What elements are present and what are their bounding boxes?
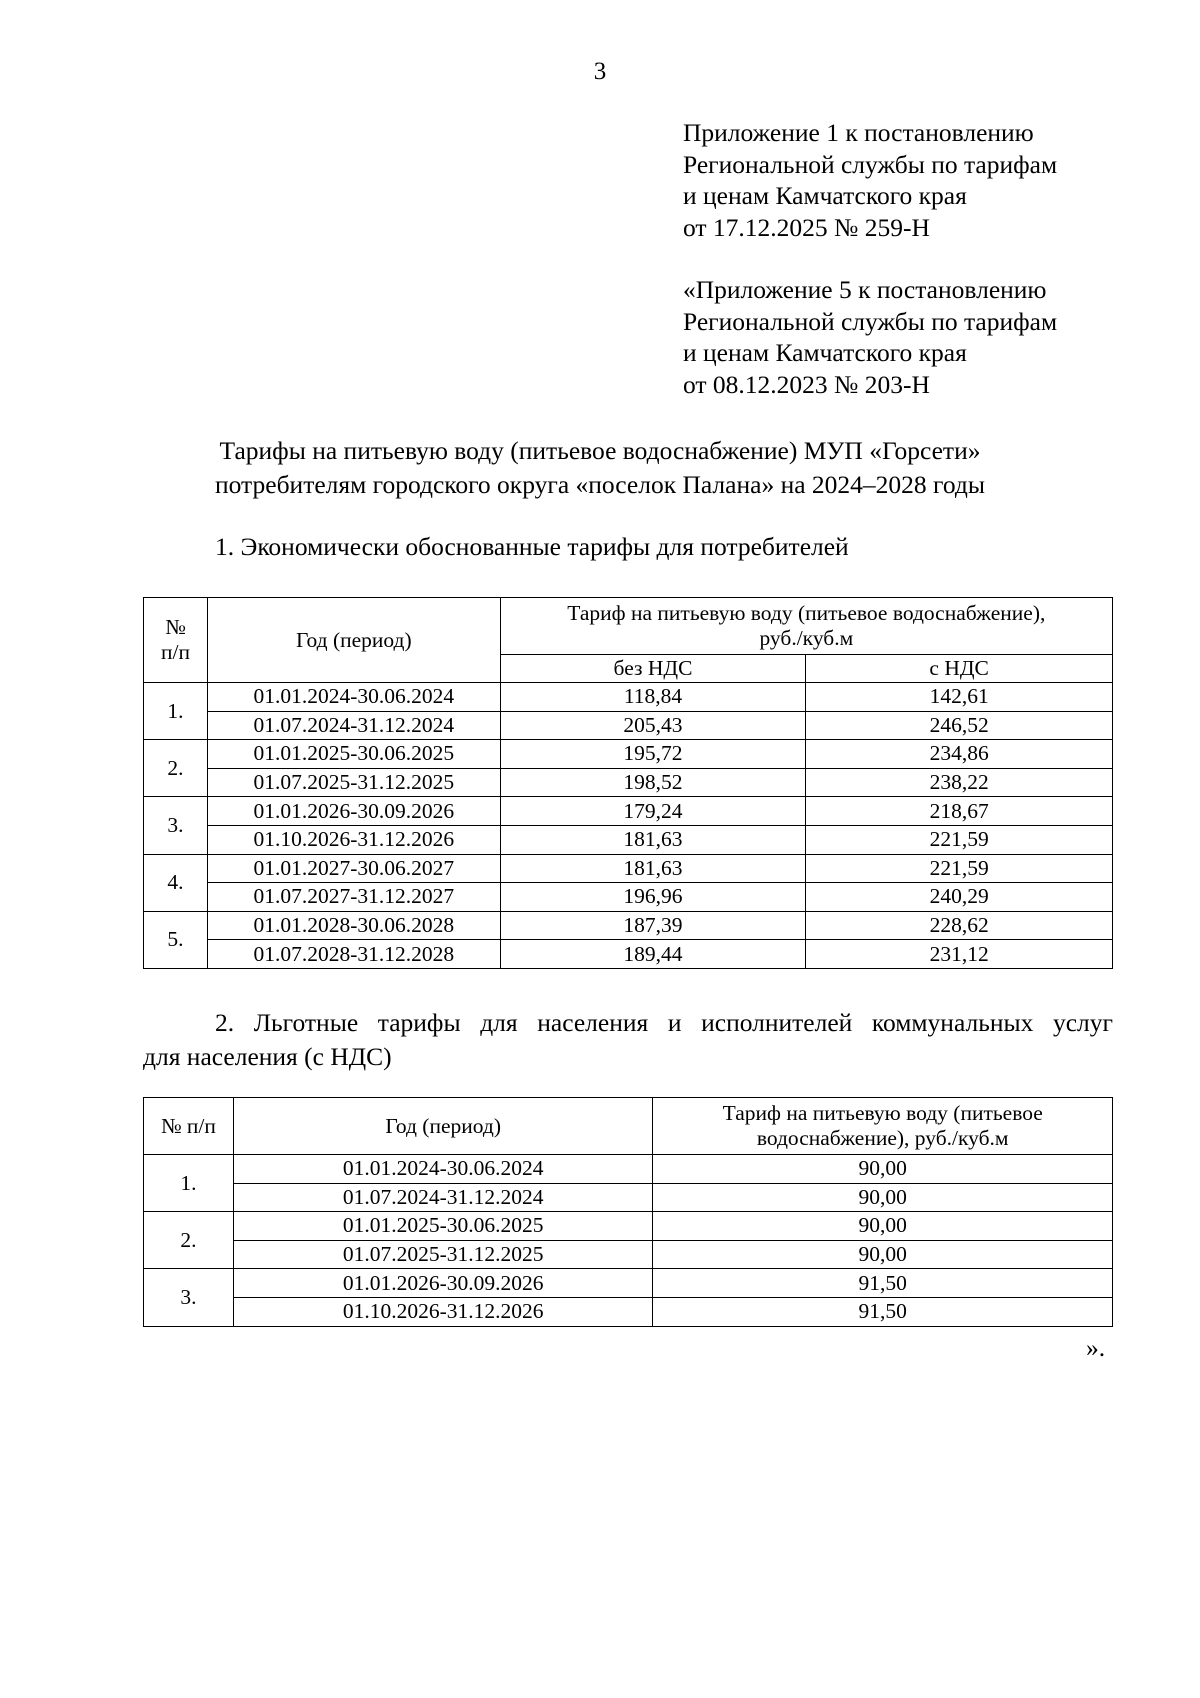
period-cell: 01.01.2027-30.06.2027 xyxy=(207,854,500,883)
document-title xyxy=(0,434,1200,502)
tariff-without-vat-cell: 189,44 xyxy=(500,940,806,969)
row-number: 5. xyxy=(144,911,208,968)
table-row xyxy=(144,1183,1113,1212)
section-2-heading-line: 2. Льготные тарифы для населения и исполнителей коммунальных услуг xyxy=(215,1008,1113,1037)
table-row xyxy=(144,911,1113,940)
document-title-line: потребителям городского округа «поселок Палана» на 2024–2028 годы xyxy=(215,470,985,499)
appendix-1-line: и ценам Камчатского края xyxy=(683,181,967,210)
period-cell: 01.01.2026-30.09.2026 xyxy=(207,797,500,826)
row-number: 3. xyxy=(144,797,208,854)
table-row xyxy=(144,797,1113,826)
table-row xyxy=(144,825,1113,854)
column-header-period: Год (период) xyxy=(207,598,500,683)
table-row xyxy=(144,1212,1113,1241)
appendix-1-reference xyxy=(683,117,1057,243)
tariff-with-vat-cell: 221,59 xyxy=(806,825,1113,854)
section-2-heading-line: для населения (с НДС) xyxy=(143,1042,392,1071)
period-cell: 01.07.2024-31.12.2024 xyxy=(233,1183,653,1212)
tariff-with-vat-cell: 231,12 xyxy=(806,940,1113,969)
tariff-with-vat-cell: 142,61 xyxy=(806,683,1113,712)
tariff-without-vat-cell: 205,43 xyxy=(500,711,806,740)
appendix-1-line: Региональной службы по тарифам xyxy=(683,149,1058,179)
period-cell: 01.07.2028-31.12.2028 xyxy=(207,940,500,969)
row-number: 1. xyxy=(144,683,208,740)
section-2-heading xyxy=(143,1006,1113,1074)
appendix-5-line: «Приложение 5 к постановлению xyxy=(683,275,1047,304)
table-row xyxy=(144,740,1113,769)
page-number: 3 xyxy=(593,58,607,85)
tariff-without-vat-cell: 196,96 xyxy=(500,883,806,912)
table-row xyxy=(144,1269,1113,1298)
tariff-without-vat-cell: 181,63 xyxy=(500,825,806,854)
tariff-cell: 91,50 xyxy=(653,1269,1113,1298)
column-header-number: № п/п xyxy=(144,598,208,683)
appendix-1-line: Приложение 1 к постановлению xyxy=(683,118,1034,147)
table-row xyxy=(144,768,1113,797)
period-cell: 01.07.2024-31.12.2024 xyxy=(207,711,500,740)
period-cell: 01.01.2025-30.06.2025 xyxy=(233,1212,653,1241)
table-row xyxy=(144,940,1113,969)
tariff-with-vat-cell: 246,52 xyxy=(806,711,1113,740)
row-number: 1. xyxy=(144,1155,234,1212)
period-cell: 01.07.2027-31.12.2027 xyxy=(207,883,500,912)
tariff-with-vat-cell: 228,62 xyxy=(806,911,1113,940)
period-cell: 01.01.2024-30.06.2024 xyxy=(207,683,500,712)
column-header-without-vat: без НДС xyxy=(500,655,806,683)
column-header-tariff: Тариф на питьевую воду (питьевое водоснабжение), руб./куб.м xyxy=(500,598,1112,655)
period-cell: 01.01.2026-30.09.2026 xyxy=(233,1269,653,1298)
appendix-1-line: от 17.12.2025 № 259-Н xyxy=(683,212,930,242)
row-number: 3. xyxy=(144,1269,234,1326)
table-row xyxy=(144,854,1113,883)
tariff-without-vat-cell: 195,72 xyxy=(500,740,806,769)
appendix-5-reference xyxy=(683,274,1057,400)
document-title-line: Тарифы на питьевую воду (питьевое водоснабжение) МУП «Горсети» xyxy=(219,436,981,465)
preferential-tariffs-table xyxy=(143,1097,1113,1327)
tariff-cell: 91,50 xyxy=(653,1297,1113,1326)
period-cell: 01.07.2025-31.12.2025 xyxy=(233,1240,653,1269)
tariff-with-vat-cell: 234,86 xyxy=(806,740,1113,769)
tariff-without-vat-cell: 198,52 xyxy=(500,768,806,797)
tariff-cell: 90,00 xyxy=(653,1240,1113,1269)
column-header-number: № п/п xyxy=(144,1098,234,1155)
appendix-5-line: от 08.12.2023 № 203-Н xyxy=(683,369,930,399)
table-row xyxy=(144,1297,1113,1326)
column-header-period: Год (период) xyxy=(233,1098,653,1155)
table-row xyxy=(144,683,1113,712)
period-cell: 01.10.2026-31.12.2026 xyxy=(233,1297,653,1326)
table-row xyxy=(144,1240,1113,1269)
column-header-with-vat: с НДС xyxy=(806,655,1113,683)
tariff-with-vat-cell: 218,67 xyxy=(806,797,1113,826)
tariff-cell: 90,00 xyxy=(653,1212,1113,1241)
table-row xyxy=(144,711,1113,740)
tariff-with-vat-cell: 238,22 xyxy=(806,768,1113,797)
period-cell: 01.10.2026-31.12.2026 xyxy=(207,825,500,854)
tariff-without-vat-cell: 179,24 xyxy=(500,797,806,826)
row-number: 2. xyxy=(144,740,208,797)
tariff-without-vat-cell: 181,63 xyxy=(500,854,806,883)
tariff-with-vat-cell: 221,59 xyxy=(806,854,1113,883)
appendix-5-line: и ценам Камчатского края xyxy=(683,338,967,367)
row-number: 4. xyxy=(144,854,208,911)
tariff-cell: 90,00 xyxy=(653,1183,1113,1212)
appendix-5-line: Региональной службы по тарифам xyxy=(683,306,1058,336)
column-header-tariff: Тариф на питьевую воду (питьевое водоснабжение), руб./куб.м xyxy=(653,1098,1113,1155)
period-cell: 01.01.2025-30.06.2025 xyxy=(207,740,500,769)
period-cell: 01.01.2028-30.06.2028 xyxy=(207,911,500,940)
tariff-with-vat-cell: 240,29 xyxy=(806,883,1113,912)
period-cell: 01.01.2024-30.06.2024 xyxy=(233,1155,653,1184)
period-cell: 01.07.2025-31.12.2025 xyxy=(207,768,500,797)
table-row xyxy=(144,1155,1113,1184)
tariff-without-vat-cell: 118,84 xyxy=(500,683,806,712)
tariff-cell: 90,00 xyxy=(653,1155,1113,1184)
table-row xyxy=(144,883,1113,912)
tariff-without-vat-cell: 187,39 xyxy=(500,911,806,940)
closing-quote-mark: ». xyxy=(1086,1333,1106,1362)
row-number: 2. xyxy=(144,1212,234,1269)
economic-tariffs-table xyxy=(143,597,1113,969)
section-1-heading: 1. Экономически обоснованные тарифы для потребителей xyxy=(215,532,849,561)
